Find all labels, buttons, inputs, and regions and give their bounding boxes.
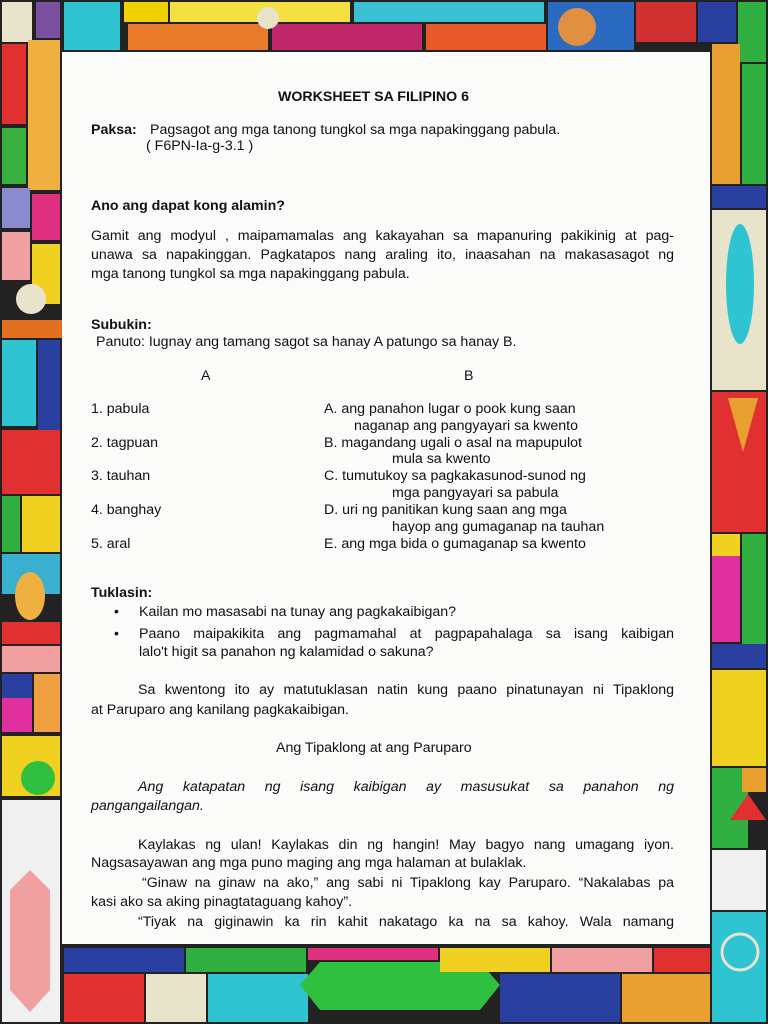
intro-line-2: at Paruparo ang kanilang pagkakaibigan. — [91, 702, 349, 718]
item-b-4-cont: hayop ang gumaganap na tauhan — [392, 519, 605, 535]
story-paragraph-1-line-1: Kaylakas ng ulan! Kaylakas din ng hangin! May bagyo nang umagang iyon. — [138, 837, 674, 853]
column-a-header: A — [201, 368, 211, 384]
item-a-5: 5. aral — [91, 536, 131, 552]
item-b-3-cont: mga pangyayari sa pabula — [392, 485, 559, 501]
intro-line-1: Sa kwentong ito ay matutuklasan natin kung paano pinatunayan ni Tipaklong — [138, 682, 674, 698]
item-b-2-cont: mula sa kwento — [392, 451, 491, 467]
worksheet-page — [62, 52, 710, 944]
story-paragraph-3-line-1: “Tiyak na giginawin ka rin kahit nakatago ka na sa kahoy. Wala namang — [138, 914, 674, 930]
item-b-2: B. magandang ugali o asal na mapupulot — [324, 435, 582, 451]
item-b-3: C. tumutukoy sa pagkakasunod-sunod ng — [324, 468, 586, 484]
column-b-header: B — [464, 368, 474, 384]
item-a-3: 3. tauhan — [91, 468, 151, 484]
paksa-text: Pagsagot ang mga tanong tungkol sa mga napakinggang pabula. — [150, 122, 561, 138]
bullet-marker-1: • — [114, 603, 119, 619]
story-paragraph-2-line-2: kasi ako sa aking pinagtataguang kahoy”. — [91, 894, 353, 910]
item-b-1-cont: naganap ang pangyayari sa kwento — [354, 418, 579, 434]
item-a-4: 4. banghay — [91, 502, 162, 518]
worksheet-title: WORKSHEET SA FILIPINO 6 — [278, 89, 470, 105]
story-quote-line-1: Ang katapatan ng isang kaibigan ay masusukat sa panahon ng — [138, 779, 674, 795]
story-title: Ang Tipaklong at ang Paruparo — [276, 740, 472, 756]
tuklasin-question-1: Kailan mo masasabi na tunay ang pagkakaibigan? — [139, 604, 457, 620]
alamin-line-1: Gamit ang modyul , maipamamalas ang kakayahan sa mapanuring pakikinig at pag- — [91, 228, 674, 244]
tuklasin-question-2-cont: lalo't higit sa panahon ng kalamidad o sakuna? — [139, 644, 434, 660]
story-paragraph-2-line-1: “Ginaw na ginaw na ako,” ang sabi ni Tipaklong kay Paruparo. “Nakalabas pa — [142, 875, 674, 891]
bullet-marker-2: • — [114, 625, 119, 641]
story-paragraph-1-line-2: Nagsasayawan ang mga puno maging ang mga halaman at bulaklak. — [91, 855, 527, 871]
alamin-heading: Ano ang dapat kong alamin? — [91, 198, 285, 214]
subukin-heading: Subukin: — [91, 317, 152, 333]
item-b-4: D. uri ng panitikan kung saan ang mga — [324, 502, 567, 518]
item-b-5: E. ang mga bida o gumaganap sa kwento — [324, 536, 586, 552]
panuto-text: Panuto: Iugnay ang tamang sagot sa hanay A patungo sa hanay B. — [96, 334, 517, 350]
tuklasin-heading: Tuklasin: — [91, 585, 153, 601]
story-quote-line-2: pangangailangan. — [91, 798, 204, 814]
item-a-2: 2. tagpuan — [91, 435, 159, 451]
paksa-code: ( F6PN-Ia-g-3.1 ) — [146, 138, 254, 154]
alamin-line-3: mga tanong tungkol sa mga napakinggang pabula. — [91, 266, 410, 282]
paksa-label: Paksa: — [91, 122, 137, 138]
alamin-line-2: unawa sa napakinggan. Pagkatapos nang araling ito, inaasahan na makasasagot ng — [91, 247, 674, 263]
item-b-1: A. ang panahon lugar o pook kung saan — [324, 401, 576, 417]
tuklasin-question-2: Paano maipakikita ang pagmamahal at pagpapahalaga sa isang kaibigan — [139, 626, 674, 642]
item-a-1: 1. pabula — [91, 401, 150, 417]
